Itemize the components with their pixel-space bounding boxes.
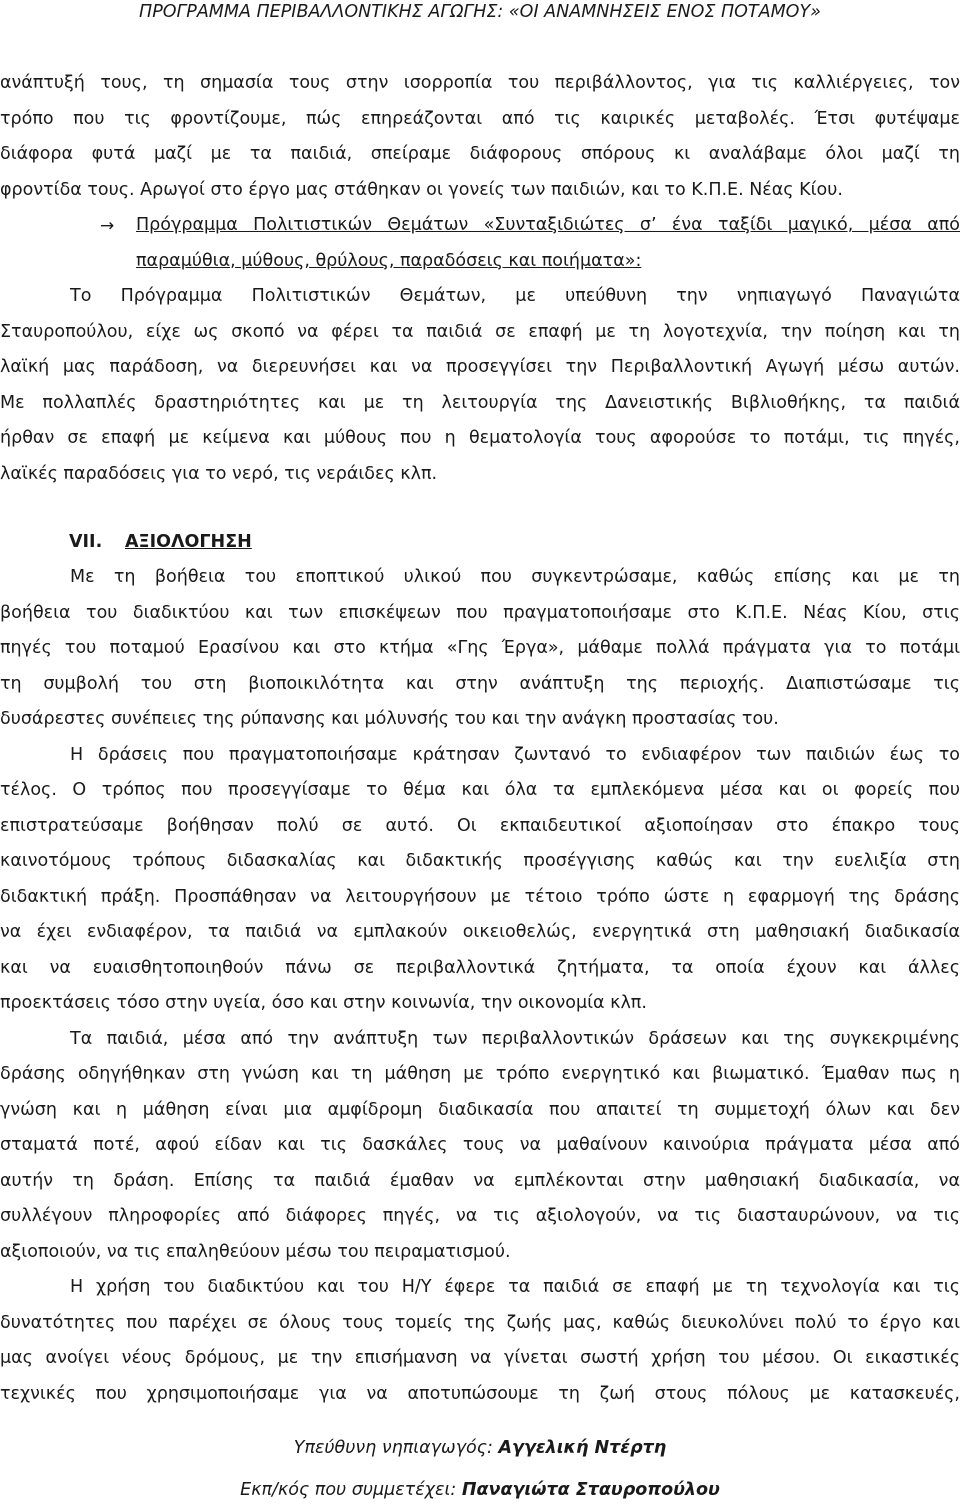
text-line: τέλος. Ο τρόπος που προσεγγίσαμε το θέμα και όλα τα εμπλεκόμενα μέσα και οι φορείς που bbox=[0, 780, 960, 800]
footer-name: Αγγελική Ντέρτη bbox=[498, 1438, 667, 1458]
text-line: τη συμβολή του στη βιοποικιλότητα και στην ανάπτυξη της περιοχής. Διαπιστώσαμε τις bbox=[0, 673, 960, 694]
text-line: βοήθεια του διαδικτύου και των επισκέψεων που πραγματοποιήσαμε στο Κ.Π.Ε. Νέας Κίου, στις bbox=[0, 602, 960, 623]
text-line: λαϊκή μας παράδοση, να διερευνήσει και να προσεγγίσει την Περιβαλλοντική Αγωγή μέσω αυτών. bbox=[0, 357, 960, 377]
text-line: δράσης οδηγήθηκαν στη γνώση και τη μάθηση με τρόπο ενεργητικό και βιωματικό. Έμαθαν πως η bbox=[0, 1064, 960, 1084]
text-line: Το Πρόγραμμα Πολιτιστικών Θεμάτων, με υπεύθυνη την νηπιαγωγό Παναγιώτα bbox=[70, 286, 960, 306]
intro-paragraph bbox=[0, 66, 960, 208]
evaluation-paragraph bbox=[0, 560, 960, 738]
text-line: ανάπτυξή τους, τη σημασία τους στην ισορροπία του περιβάλλοντος, για τις καλλιέργειες, τον bbox=[0, 73, 960, 93]
page-header: ΠΡΟΓΡΑΜΜΑ ΠΕΡΙΒΑΛΛΟΝΤΙΚΗΣ ΑΓΩΓΗΣ: «ΟΙ ΑΝΑΜΝΗΣΕΙΣ ΕΝΟΣ ΠΟΤΑΜΟΥ» bbox=[139, 2, 821, 22]
text-line: να έχει ενδιαφέρον, τα παιδιά να εμπλακούν οικειοθελώς, ενεργητικά στη μαθησιακή διαδικασία bbox=[0, 922, 960, 942]
text-line: Με πολλαπλές δραστηριότητες και με τη λειτουργία της Δανειστικής Βιβλιοθήκης, τα παιδιά bbox=[0, 392, 960, 413]
text-line: καινοτόμους τρόπους διδασκαλίας και διδακτικής προσέγγισης καθώς και την ευελιξία στη bbox=[0, 851, 960, 871]
text-line: μας ανοίγει νέους δρόμους, με την επισήμανση να γίνεται σωστή χρήση του μέσου. Οι εικαστικές bbox=[0, 1348, 960, 1368]
footer-name: Παναγιώτα Σταυροπούλου bbox=[461, 1480, 720, 1500]
text-line: δυσάρεστες συνέπειες της ρύπανσης και μόλυνσής του και την ανάγκη προστασίας του. bbox=[0, 709, 779, 729]
arrow-bullet-icon: → bbox=[100, 216, 115, 236]
text-line: αυτήν τη δράση. Επίσης τα παιδιά έμαθαν να εμπλέκονται στην μαθησιακή διαδικασία, να bbox=[0, 1170, 960, 1191]
text-line: και να ευαισθητοποιηθούν πάνω σε περιβαλλοντικά ζητήματα, τα οποία έχουν και άλλες bbox=[0, 957, 960, 978]
text-line: προεκτάσεις τόσο στην υγεία, όσο και στην κοινωνία, την οικονομία κλπ. bbox=[0, 993, 647, 1013]
section-title: ΑΞΙΟΛΟΓΗΣΗ bbox=[125, 532, 252, 552]
text-line: Με τη βοήθεια του εποπτικού υλικού που συγκεντρώσαμε, καθώς επίσης και με τη bbox=[70, 567, 960, 587]
text-line: διάφορα φυτά μαζί με τα παιδιά, σπείραμε διάφορους σπόρους κι αναλάβαμε όλοι μαζί τη bbox=[0, 144, 960, 164]
page-footer-responsible bbox=[0, 1438, 960, 1458]
text-line: Τα παιδιά, μέσα από την ανάπτυξη των περιβαλλοντικών δράσεων και της συγκεκριμένης bbox=[70, 1028, 960, 1049]
evaluation-paragraph bbox=[0, 1270, 960, 1412]
text-line: σταματά ποτέ, αφού είδαν και τις δασκάλες τους να μαθαίνουν καινούρια πράγματα μέσα από bbox=[0, 1135, 960, 1155]
text-line: τεχνικές που χρησιμοποιήσαμε για να αποτυπώσουμε τη ζωή στους πόλους με κατασκευές, bbox=[0, 1383, 960, 1404]
text-line: δυνατότητες που παρέχει σε όλους τους τομείς της ζωής μας, καθώς διευκολύνει πολύ το έργο και bbox=[0, 1312, 960, 1333]
text-line: φροντίδα τους. Αρωγοί στο έργο μας στάθηκαν οι γονείς των παιδιών, και το Κ.Π.Ε. Νέας Κίου. bbox=[0, 179, 843, 200]
text-line: λαϊκές παραδόσεις για το νερό, τις νεράιδες κλπ. bbox=[0, 463, 438, 484]
document-body bbox=[0, 66, 960, 1412]
text-line: αξιοποιούν, να τις επαληθεύουν μέσω του πειραματισμού. bbox=[0, 1241, 511, 1262]
text-line: γνώση και η μάθηση είναι μια αμφίδρομη διαδικασία που απαιτεί τη συμμετοχή όλων και δεν bbox=[0, 1099, 960, 1120]
text-line: ήρθαν σε επαφή με κείμενα και μύθους που η θεματολογία τους αφορούσε το ποτάμι, τις πηγές, bbox=[0, 428, 960, 448]
footer-label: Εκπ/κός που συμμετέχει: bbox=[240, 1480, 457, 1500]
program-title-line: παραμύθια, μύθους, θρύλους, παραδόσεις και ποιήματα»: bbox=[136, 250, 642, 271]
footer-label: Υπεύθυνη νηπιαγωγός: bbox=[293, 1438, 493, 1458]
text-line: διδακτική πράξη. Προσπάθησαν να λειτουργήσουν με τέτοιο τρόπο ώστε η εφαρμογή της δράσης bbox=[0, 886, 960, 907]
section-heading bbox=[0, 524, 960, 560]
page-footer-participant bbox=[0, 1480, 960, 1500]
text-line: συλλέγουν πληροφορίες από διάφορες πηγές, να τις αξιολογούν, να τις διασταυρώνουν, να τις bbox=[0, 1206, 960, 1226]
program-title-line: Πρόγραμμα Πολιτιστικών Θεμάτων «Συνταξιδιώτες σ’ ένα ταξίδι μαγικό, μέσα από bbox=[136, 215, 960, 235]
text-line: Η χρήση του διαδικτύου και του Η/Υ έφερε τα παιδιά σε επαφή με τη τεχνολογία και τις bbox=[70, 1277, 960, 1297]
program-item bbox=[0, 208, 960, 492]
section-number: VII. bbox=[69, 532, 103, 552]
evaluation-paragraph bbox=[0, 738, 960, 1022]
text-line: Η δράσεις που πραγματοποιήσαμε κράτησαν ζωντανό το ενδιαφέρον των παιδιών έως το bbox=[70, 744, 960, 765]
evaluation-paragraph bbox=[0, 1022, 960, 1271]
text-line: Σταυροπούλου, είχε ως σκοπό να φέρει τα παιδιά σε επαφή με τη λογοτεχνία, την ποίηση και τη bbox=[0, 321, 960, 342]
text-line: επιστρατεύσαμε βοήθησαν πολύ σε αυτό. Οι εκπαιδευτικοί αξιοποίησαν στο έπακρο τους bbox=[0, 815, 960, 836]
text-line: τρόπο που τις φροντίζουμε, πώς επηρεάζονται από τις καιρικές μεταβολές. Έτσι φυτέψαμε bbox=[0, 108, 960, 129]
text-line: πηγές του ποταμού Ερασίνου και στο κτήμα «Γης Έργα», μάθαμε πολλά πράγματα για το ποτάμι bbox=[0, 638, 960, 658]
